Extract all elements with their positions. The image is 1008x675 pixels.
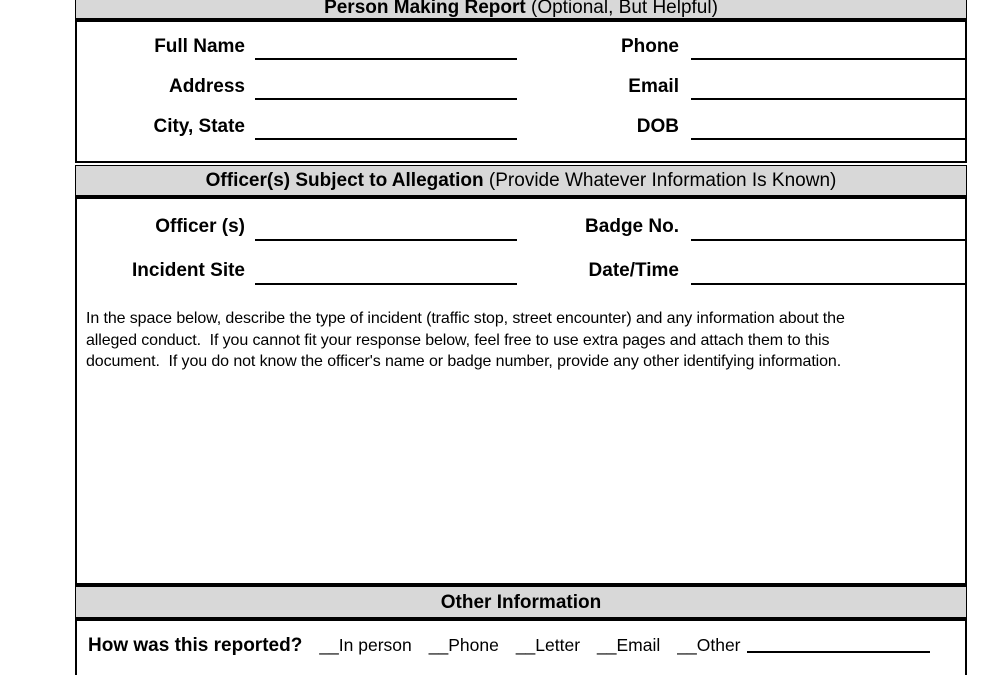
phone-blank-line[interactable]	[691, 58, 965, 60]
full-name-label: Full Name	[154, 36, 245, 57]
phone-label: Phone	[620, 36, 679, 57]
city-state-label: City, State	[153, 116, 245, 137]
officer-allegation-section	[75, 197, 967, 585]
officer-label: Officer (s)	[155, 216, 245, 237]
section-header-person-title: Person Making Report	[324, 0, 526, 18]
badge-no-blank-line[interactable]	[691, 239, 965, 241]
section-header-person-note: (Optional, But Helpful)	[525, 0, 718, 18]
city-state-blank-line[interactable]	[255, 138, 517, 140]
option-in-person[interactable]: __In person	[319, 635, 412, 655]
section-header-other-title: Other Information	[440, 592, 602, 613]
how-reported-row	[88, 635, 956, 657]
address-blank-line[interactable]	[255, 98, 517, 100]
section-header-person-making-report	[75, 0, 967, 20]
dob-blank-line[interactable]	[691, 138, 965, 140]
date-time-label: Date/Time	[588, 260, 679, 281]
form-row-fullname-phone	[77, 27, 965, 67]
incident-site-blank-line[interactable]	[255, 283, 517, 285]
instructions-line-2: alleged conduct. If you cannot fit your response below, feel free to use extra pages and attach them to this	[86, 331, 830, 349]
form-row-address-email	[77, 67, 965, 107]
badge-no-label: Badge No.	[585, 216, 679, 237]
option-other[interactable]: __Other	[677, 635, 741, 655]
instructions-line-1: In the space below, describe the type of incident (traffic stop, street encounter) and any information about the	[86, 310, 845, 327]
person-making-report-section	[75, 20, 967, 163]
instructions-line-3: document. If you do not know the officer's name or badge number, provide any other identifying information.	[86, 353, 842, 370]
incident-description-instructions	[86, 308, 950, 373]
form-row-site-datetime	[77, 249, 965, 293]
form-row-citystate-dob	[77, 107, 965, 147]
section-header-officer-allegation	[75, 165, 967, 197]
form-row-officer-badge	[77, 205, 965, 249]
officer-blank-line[interactable]	[255, 239, 517, 241]
other-blank-line[interactable]	[747, 651, 930, 653]
date-time-blank-line[interactable]	[691, 283, 965, 285]
option-phone[interactable]: __Phone	[428, 635, 499, 655]
section-header-officer-title: Officer(s) Subject to Allegation	[205, 170, 484, 191]
option-email[interactable]: __Email	[597, 635, 661, 655]
full-name-blank-line[interactable]	[255, 58, 517, 60]
address-label: Address	[168, 76, 245, 97]
how-reported-label: How was this reported?	[88, 635, 303, 656]
option-letter[interactable]: __Letter	[515, 635, 581, 655]
section-header-other-information	[75, 585, 967, 619]
email-blank-line[interactable]	[691, 98, 965, 100]
email-label: Email	[628, 76, 679, 97]
section-header-officer-note: (Provide Whatever Information Is Known)	[483, 170, 837, 191]
dob-label: DOB	[636, 116, 679, 137]
incident-site-label: Incident Site	[132, 260, 245, 281]
other-information-section	[75, 619, 967, 675]
